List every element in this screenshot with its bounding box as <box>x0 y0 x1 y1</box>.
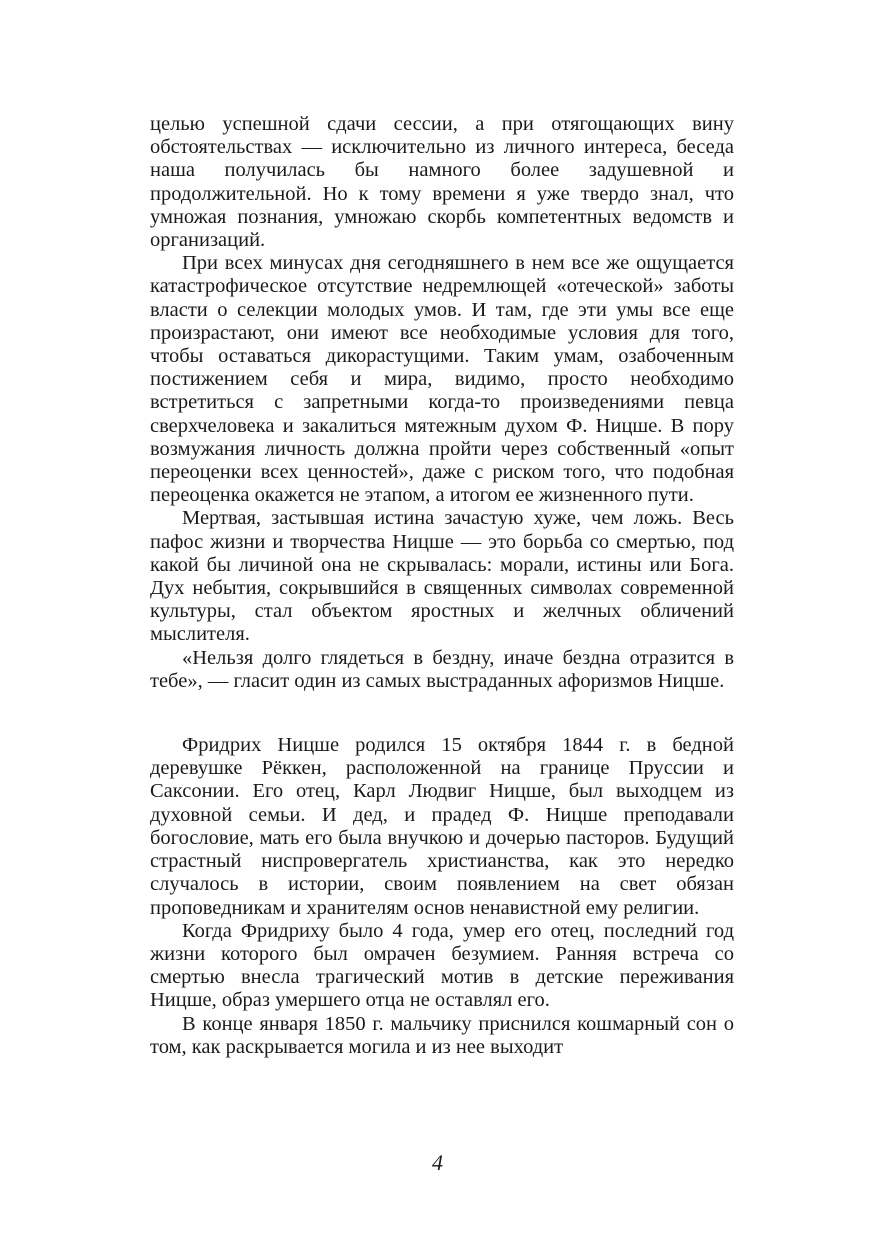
paragraph: Когда Фридриху было 4 года, умер его отец, последний год жизни которого был омрачен безумием. Ранняя встреча со смертью внесла трагический мотив в детские переживания Ницше, образ умершего отца не оставлял его. <box>150 919 734 1012</box>
paragraph: При всех минусах дня сегодняшнего в нем все же ощущается катастрофическое отсутствие недремлющей «отеческой» заботы власти о селекции молодых умов. И там, где эти умы все еще произрастают, они имеют все необходимые условия для того, чтобы оставаться дикорастущими. Таким умам, озабоченным постижением себя и мира, видимо, просто необходимо встретиться с запретными когда-то произведениями певца сверхчеловека и закалиться мятежным духом Ф. Ницше. В пору возмужания личность должна пройти через собственный «опыт переоценки всех ценностей», даже с риском того, что подобная переоценка окажется не этапом, а итогом ее жизненного пути. <box>150 252 734 507</box>
body-text <box>150 113 734 1059</box>
paragraph: В конце января 1850 г. мальчику приснился кошмарный сон о том, как раскрывается могила и из нее выходит <box>150 1012 734 1058</box>
paragraph-continuation: целью успешной сдачи сессии, а при отягощающих вину обстоятельствах — исключительно из личного интереса, беседа наша получилась бы намного более задушевной и продолжительной. Но к тому времени я уже твердо знал, что умножая познания, умножаю скорбь компетентных ведомств и организаций. <box>150 113 734 252</box>
paragraph: Мертвая, застывшая истина зачастую хуже, чем ложь. Весь пафос жизни и творчества Ницше — это борьба со смертью, под какой бы личиной она не скрывалась: морали, истины или Бога. Дух небытия, сокрывшийся в священных символах современной культуры, стал объектом яростных и желчных обличений мыслителя. <box>150 507 734 646</box>
page-number: 4 <box>432 1150 443 1175</box>
section-break <box>150 693 734 734</box>
paragraph: Фридрих Ницше родился 15 октября 1844 г. в бедной деревушке Рёккен, расположенной на границе Пруссии и Саксонии. Его отец, Карл Людвиг Ницше, был выходцем из духовной семьи. И дед, и прадед Ф. Ницше преподавали богословие, мать его была внучкою и дочерью пасторов. Будущий страстный ниспровергатель христианства, как это нередко случалось в истории, своим появлением на свет обязан проповедникам и хранителям основ ненавистной ему религии. <box>150 734 734 919</box>
paragraph: «Нельзя долго глядеться в бездну, иначе бездна отразится в тебе», — гласит один из самых выстраданных афоризмов Ницше. <box>150 646 734 692</box>
